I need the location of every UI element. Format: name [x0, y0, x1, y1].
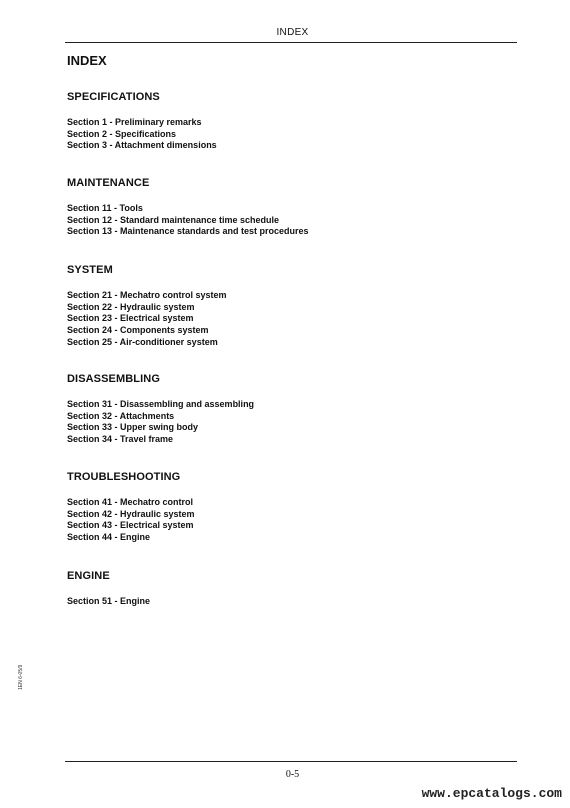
section-maintenance — [67, 177, 309, 238]
page-number: 0-5 — [285, 769, 300, 780]
section-heading: SPECIFICATIONS — [67, 91, 160, 103]
index-entry[interactable]: Section 51 - Engine — [67, 596, 151, 606]
footer-rule — [65, 761, 517, 762]
section-heading: TROUBLESHOOTING — [67, 471, 181, 483]
section-entries — [67, 290, 227, 349]
section-troubleshooting — [67, 471, 195, 544]
index-entry[interactable]: Section 25 - Air-conditioner system — [67, 336, 218, 347]
watermark: www.epcatalogs.com — [421, 786, 562, 801]
section-entries — [67, 399, 254, 446]
index-entry[interactable]: Section 32 - Attachments — [67, 410, 175, 421]
index-entry[interactable]: Section 3 - Attachment dimensions — [67, 140, 217, 151]
section-entries — [67, 203, 309, 238]
side-document-code: 1EN 6-05/9 — [18, 664, 24, 690]
index-entry[interactable]: Section 24 - Components system — [67, 325, 209, 336]
index-entry[interactable]: Section 23 - Electrical system — [67, 313, 194, 324]
running-head: INDEX — [276, 27, 309, 38]
header-rule — [65, 42, 517, 43]
section-disassembling — [67, 373, 254, 446]
index-entry[interactable]: Section 11 - Tools — [67, 203, 143, 213]
index-entry[interactable]: Section 2 - Specifications — [67, 128, 177, 139]
section-heading: DISASSEMBLING — [67, 373, 160, 385]
index-entry[interactable]: Section 31 - Disassembling and assembling — [67, 399, 255, 409]
index-entry[interactable]: Section 21 - Mechatro control system — [67, 290, 227, 300]
section-specifications — [67, 91, 217, 152]
index-entry[interactable]: Section 34 - Travel frame — [67, 434, 174, 445]
section-engine — [67, 570, 150, 608]
section-entries — [67, 497, 195, 544]
index-entry[interactable]: Section 22 - Hydraulic system — [67, 301, 195, 312]
index-entry[interactable]: Section 43 - Electrical system — [67, 520, 194, 531]
index-entry[interactable]: Section 42 - Hydraulic system — [67, 508, 195, 519]
section-entries — [67, 117, 217, 152]
section-system — [67, 264, 227, 349]
section-heading: ENGINE — [67, 570, 110, 582]
section-heading: MAINTENANCE — [67, 177, 150, 189]
index-entry[interactable]: Section 1 - Preliminary remarks — [67, 117, 202, 127]
section-heading: SYSTEM — [67, 264, 113, 276]
index-entry[interactable]: Section 41 - Mechatro control — [67, 497, 194, 507]
page-title: INDEX — [67, 53, 107, 68]
index-entry[interactable]: Section 13 - Maintenance standards and test procedures — [67, 226, 309, 237]
index-entry[interactable]: Section 44 - Engine — [67, 532, 151, 543]
index-entry[interactable]: Section 12 - Standard maintenance time schedule — [67, 214, 280, 225]
index-entry[interactable]: Section 33 - Upper swing body — [67, 422, 199, 433]
section-entries — [67, 596, 150, 608]
